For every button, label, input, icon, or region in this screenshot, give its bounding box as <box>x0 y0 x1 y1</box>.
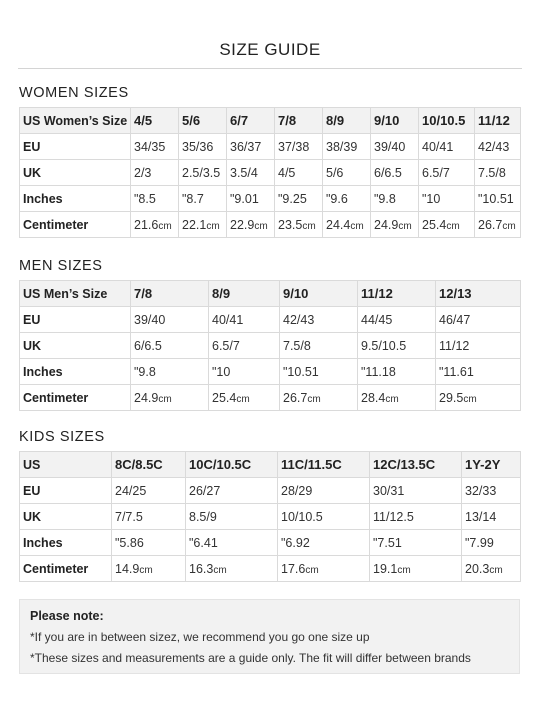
table-cell <box>179 212 227 238</box>
women-header-label: US Women’s Size <box>20 108 131 134</box>
cell-value: 24.9 <box>134 390 159 405</box>
table-cell: 36/37 <box>227 134 275 160</box>
row-label: UK <box>20 333 131 359</box>
unit-label: cm <box>139 564 153 576</box>
row-label: Centimeter <box>20 212 131 238</box>
table-cell: 2.5/3.5 <box>179 160 227 186</box>
cell-value: 24.9 <box>374 217 399 232</box>
kids-size-col: 10C/10.5C <box>186 452 278 478</box>
table-cell: 4/5 <box>275 160 323 186</box>
note-box <box>19 599 520 674</box>
unit-label: cm <box>158 220 172 232</box>
table-cell: "10 <box>419 186 475 212</box>
women-size-col: 10/10.5 <box>419 108 475 134</box>
unit-label: cm <box>350 220 364 232</box>
table-cell: "8.7 <box>179 186 227 212</box>
cell-value: 19.1 <box>373 561 398 576</box>
table-cell <box>186 556 278 582</box>
cell-value: 16.3 <box>189 561 214 576</box>
page-title: SIZE GUIDE <box>219 40 321 59</box>
table-cell: 35/36 <box>179 134 227 160</box>
unit-label: cm <box>385 393 399 405</box>
women-size-col: 7/8 <box>275 108 323 134</box>
table-cell: 37/38 <box>275 134 323 160</box>
table-cell: 34/35 <box>131 134 179 160</box>
women-uk-row <box>20 160 521 186</box>
unit-label: cm <box>236 393 250 405</box>
table-cell: "11.61 <box>436 359 521 385</box>
table-cell: 8.5/9 <box>186 504 278 530</box>
table-cell: 38/39 <box>323 134 371 160</box>
table-cell: "9.8 <box>371 186 419 212</box>
table-cell: 11/12 <box>436 333 521 359</box>
table-cell <box>131 212 179 238</box>
table-cell: "10.51 <box>475 186 521 212</box>
cell-value: 22.1 <box>182 217 207 232</box>
cell-value: 25.4 <box>422 217 447 232</box>
row-label: EU <box>20 134 131 160</box>
table-cell: "6.92 <box>278 530 370 556</box>
table-cell: "7.51 <box>370 530 462 556</box>
men-header-row <box>20 281 521 307</box>
unit-label: cm <box>307 393 321 405</box>
row-label: Inches <box>20 359 131 385</box>
men-size-table <box>19 280 521 411</box>
table-cell: 39/40 <box>371 134 419 160</box>
kids-size-col: 1Y-2Y <box>462 452 521 478</box>
title-divider <box>18 68 522 69</box>
women-centimeter-row <box>20 212 521 238</box>
table-cell <box>209 385 280 411</box>
table-cell <box>131 385 209 411</box>
table-cell: "11.18 <box>358 359 436 385</box>
table-cell: 7.5/8 <box>280 333 358 359</box>
unit-label: cm <box>206 220 220 232</box>
men-eu-row <box>20 307 521 333</box>
table-cell: "9.01 <box>227 186 275 212</box>
men-size-col: 8/9 <box>209 281 280 307</box>
table-cell: "9.6 <box>323 186 371 212</box>
note-line: *If you are in between sizez, we recommend you go one size up <box>30 630 370 644</box>
cell-value: 21.6 <box>134 217 159 232</box>
cell-value: 28.4 <box>361 390 386 405</box>
men-header-label: US Men’s Size <box>20 281 131 307</box>
kids-section-title: KIDS SIZES <box>19 429 105 445</box>
table-cell: 10/10.5 <box>278 504 370 530</box>
women-size-col: 9/10 <box>371 108 419 134</box>
men-centimeter-row <box>20 385 521 411</box>
table-cell <box>436 385 521 411</box>
table-cell: 9.5/10.5 <box>358 333 436 359</box>
women-size-col: 6/7 <box>227 108 275 134</box>
table-cell: 42/43 <box>280 307 358 333</box>
women-size-col: 11/12 <box>475 108 521 134</box>
row-label: UK <box>20 504 112 530</box>
table-cell: "6.41 <box>186 530 278 556</box>
women-size-col: 5/6 <box>179 108 227 134</box>
table-cell: 46/47 <box>436 307 521 333</box>
kids-uk-row <box>20 504 521 530</box>
cell-value: 22.9 <box>230 217 255 232</box>
cell-value: 14.9 <box>115 561 140 576</box>
row-label: Inches <box>20 186 131 212</box>
table-cell <box>227 212 275 238</box>
kids-size-col: 11C/11.5C <box>278 452 370 478</box>
table-cell <box>323 212 371 238</box>
unit-label: cm <box>397 564 411 576</box>
table-cell <box>280 385 358 411</box>
cell-value: 17.6 <box>281 561 306 576</box>
kids-size-table <box>19 451 521 582</box>
unit-label: cm <box>502 220 516 232</box>
women-size-col: 8/9 <box>323 108 371 134</box>
table-cell: 6/6.5 <box>131 333 209 359</box>
table-cell: 42/43 <box>475 134 521 160</box>
table-cell: 13/14 <box>462 504 521 530</box>
cell-value: 24.4 <box>326 217 351 232</box>
table-cell: 11/12.5 <box>370 504 462 530</box>
note-title: Please note: <box>30 609 104 623</box>
row-label: UK <box>20 160 131 186</box>
table-cell: 7/7.5 <box>112 504 186 530</box>
cell-value: 26.7 <box>283 390 308 405</box>
men-size-col: 7/8 <box>131 281 209 307</box>
table-cell <box>419 212 475 238</box>
unit-label: cm <box>398 220 412 232</box>
unit-label: cm <box>302 220 316 232</box>
unit-label: cm <box>463 393 477 405</box>
kids-header-label: US <box>20 452 112 478</box>
row-label: Centimeter <box>20 385 131 411</box>
table-cell: 6.5/7 <box>209 333 280 359</box>
men-size-col: 9/10 <box>280 281 358 307</box>
table-cell: 26/27 <box>186 478 278 504</box>
table-cell: 6/6.5 <box>371 160 419 186</box>
table-cell: "5.86 <box>112 530 186 556</box>
unit-label: cm <box>158 393 172 405</box>
women-section-title: WOMEN SIZES <box>19 85 129 101</box>
table-cell: 44/45 <box>358 307 436 333</box>
table-cell: "8.5 <box>131 186 179 212</box>
note-line: *These sizes and measurements are a guide only. The fit will differ between brands <box>30 651 471 665</box>
table-cell <box>278 556 370 582</box>
men-section-title: MEN SIZES <box>19 258 103 274</box>
table-cell: 40/41 <box>209 307 280 333</box>
unit-label: cm <box>305 564 319 576</box>
cell-value: 20.3 <box>465 561 490 576</box>
row-label: Centimeter <box>20 556 112 582</box>
unit-label: cm <box>254 220 268 232</box>
kids-size-col: 12C/13.5C <box>370 452 462 478</box>
row-label: Inches <box>20 530 112 556</box>
kids-header-row <box>20 452 521 478</box>
table-cell <box>275 212 323 238</box>
women-header-row <box>20 108 521 134</box>
table-cell: 30/31 <box>370 478 462 504</box>
table-cell: 40/41 <box>419 134 475 160</box>
table-cell: "10 <box>209 359 280 385</box>
table-cell <box>475 212 521 238</box>
table-cell <box>371 212 419 238</box>
table-cell: 24/25 <box>112 478 186 504</box>
men-size-col: 12/13 <box>436 281 521 307</box>
table-cell: "7.99 <box>462 530 521 556</box>
table-cell <box>112 556 186 582</box>
kids-eu-row <box>20 478 521 504</box>
men-size-col: 11/12 <box>358 281 436 307</box>
women-eu-row <box>20 134 521 160</box>
table-cell: 32/33 <box>462 478 521 504</box>
table-cell: 2/3 <box>131 160 179 186</box>
table-cell: 6.5/7 <box>419 160 475 186</box>
kids-size-col: 8C/8.5C <box>112 452 186 478</box>
women-size-table <box>19 107 521 238</box>
table-cell: 5/6 <box>323 160 371 186</box>
unit-label: cm <box>489 564 503 576</box>
unit-label: cm <box>446 220 460 232</box>
unit-label: cm <box>213 564 227 576</box>
table-cell: 39/40 <box>131 307 209 333</box>
row-label: EU <box>20 478 112 504</box>
row-label: EU <box>20 307 131 333</box>
men-uk-row <box>20 333 521 359</box>
cell-value: 29.5 <box>439 390 464 405</box>
women-size-col: 4/5 <box>131 108 179 134</box>
table-cell: 7.5/8 <box>475 160 521 186</box>
cell-value: 23.5 <box>278 217 303 232</box>
table-cell: 28/29 <box>278 478 370 504</box>
cell-value: 26.7 <box>478 217 503 232</box>
table-cell: "9.8 <box>131 359 209 385</box>
kids-centimeter-row <box>20 556 521 582</box>
men-inches-row <box>20 359 521 385</box>
kids-inches-row <box>20 530 521 556</box>
table-cell: "9.25 <box>275 186 323 212</box>
table-cell <box>462 556 521 582</box>
table-cell <box>358 385 436 411</box>
cell-value: 25.4 <box>212 390 237 405</box>
table-cell: 3.5/4 <box>227 160 275 186</box>
table-cell <box>370 556 462 582</box>
women-inches-row <box>20 186 521 212</box>
table-cell: "10.51 <box>280 359 358 385</box>
